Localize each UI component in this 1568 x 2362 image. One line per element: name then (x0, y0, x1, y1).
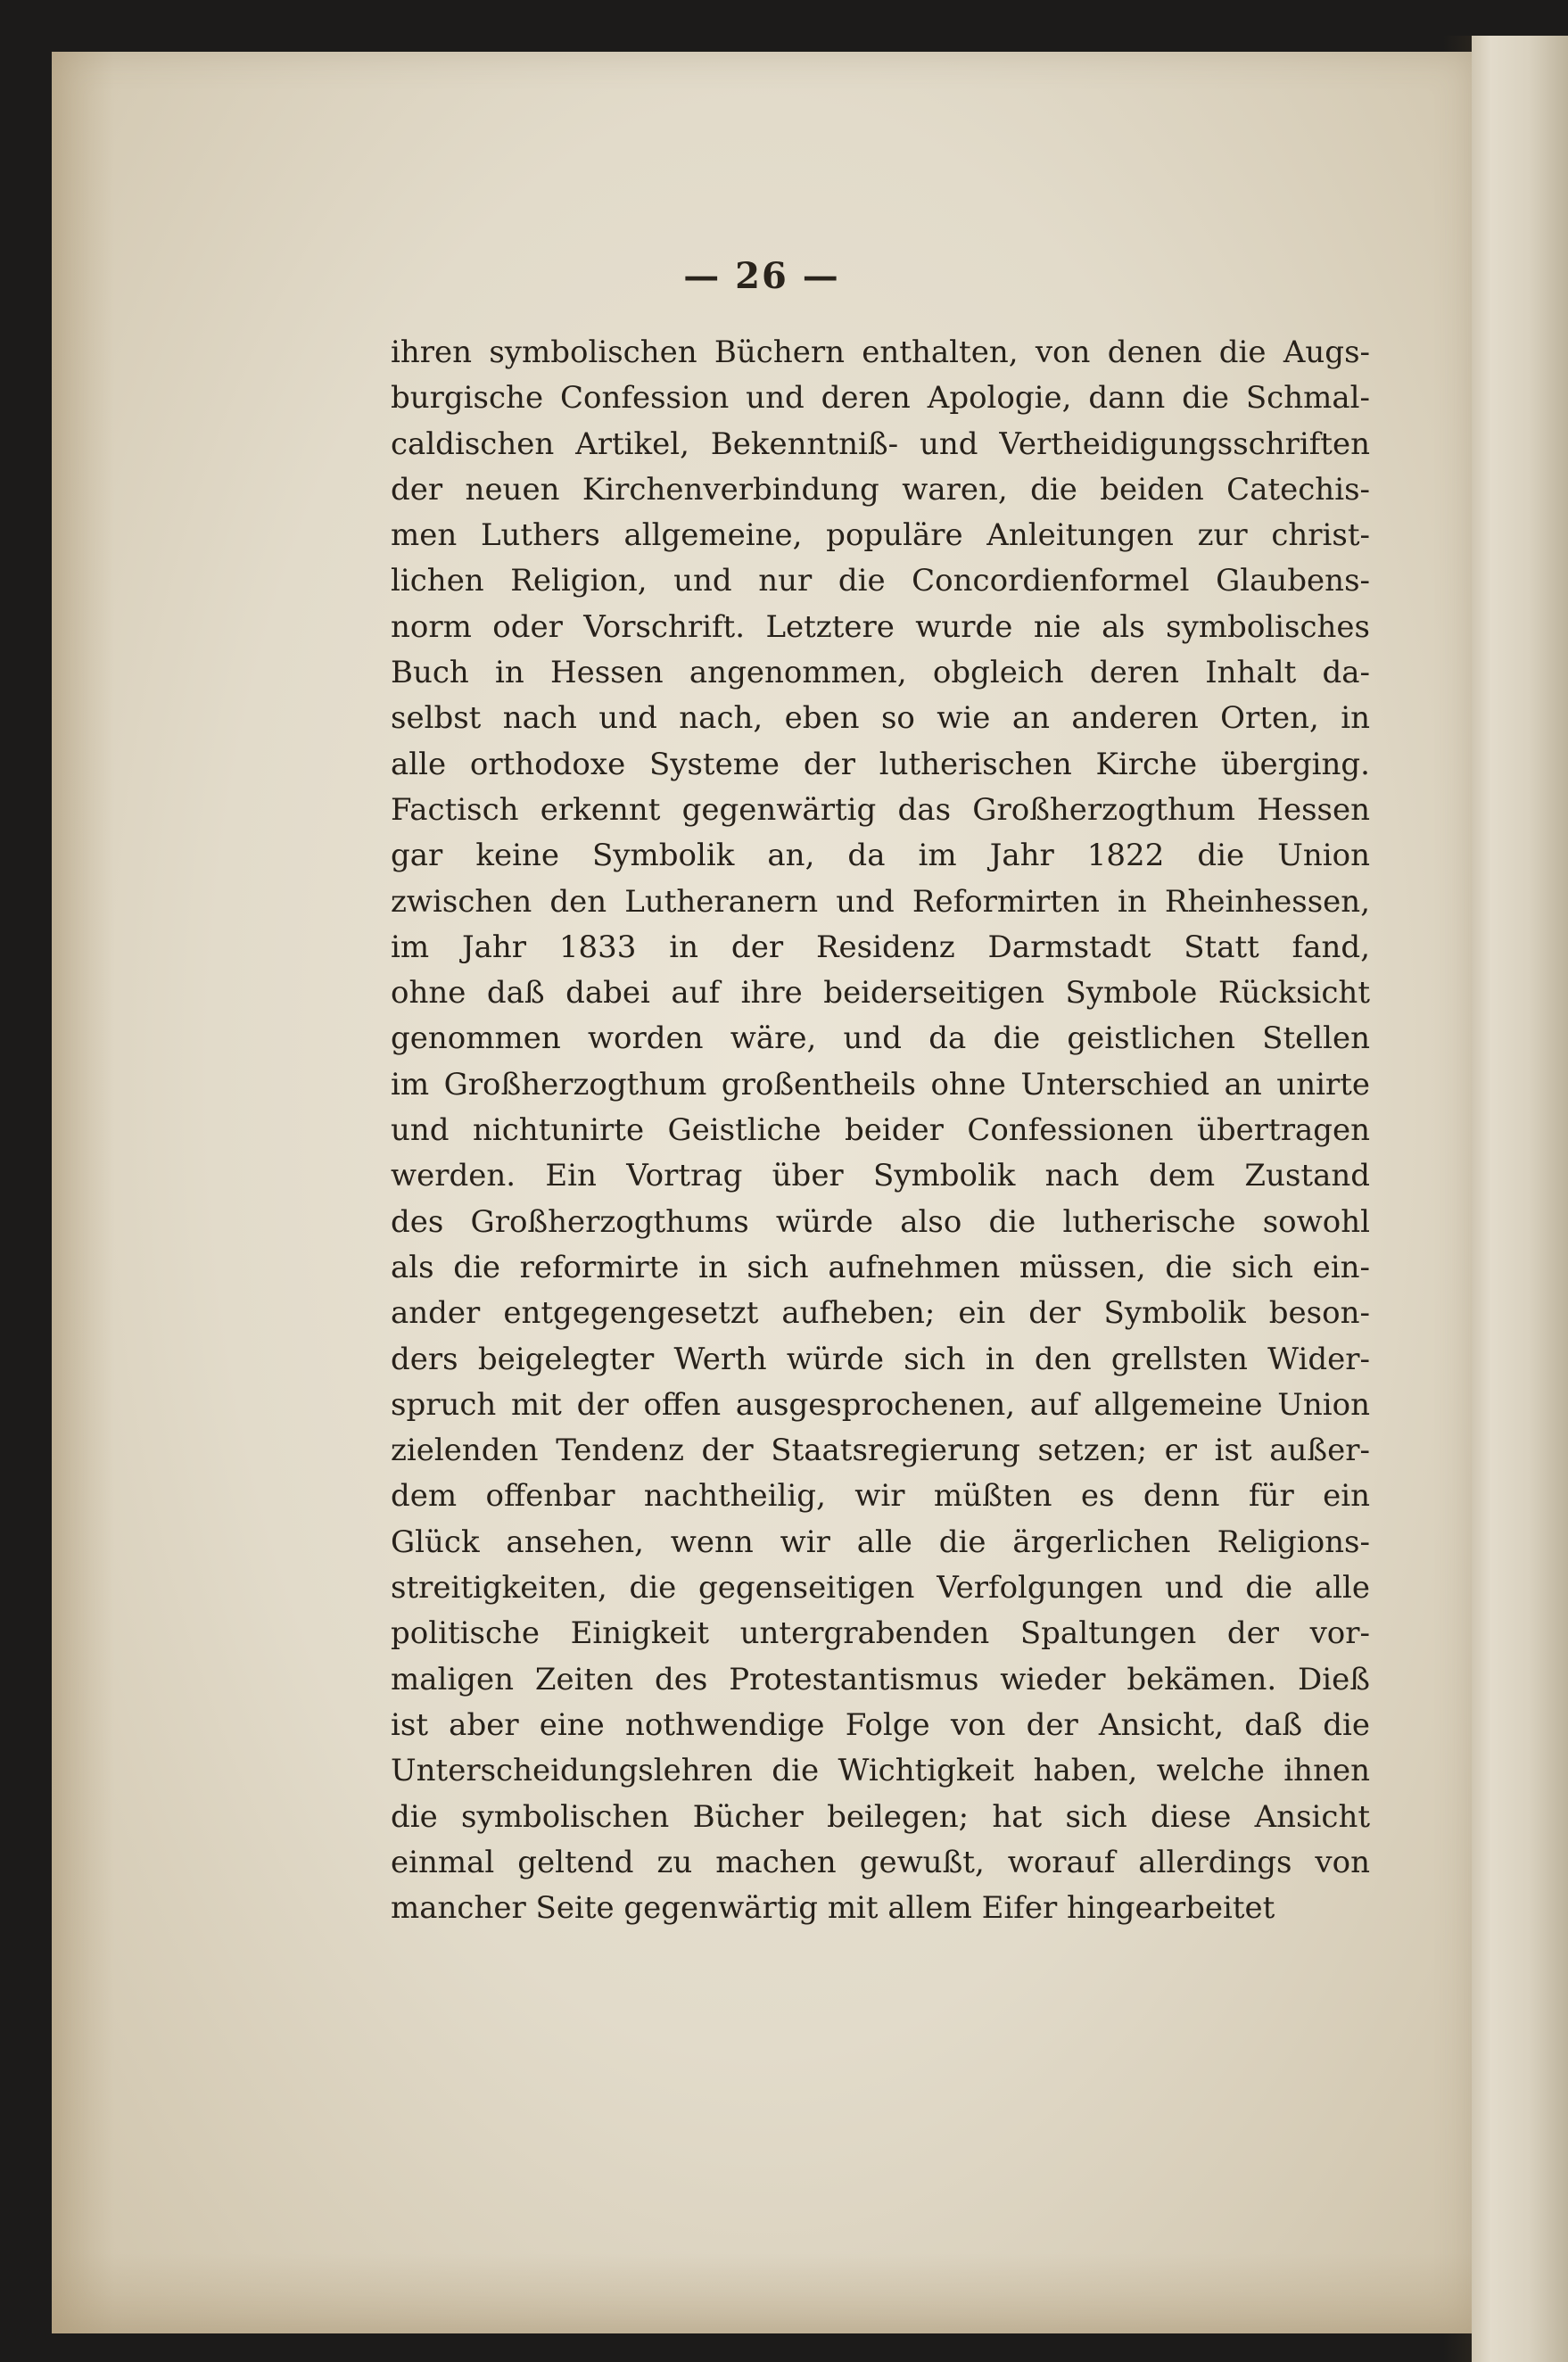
page-number: — 26 — (683, 255, 840, 297)
text-line: ihren symbolischen Büchern enthalten, von denen die Augs- (391, 334, 1370, 370)
text-line: der neuen Kirchenverbindung waren, die beiden Catechis- (391, 471, 1370, 508)
text-line: einmal geltend zu machen gewußt, worauf allerdings von (391, 1844, 1370, 1880)
text-line: ist aber eine nothwendige Folge von der Ansicht, daß die (391, 1706, 1370, 1743)
text-line: streitigkeiten, die gegenseitigen Verfolgungen und die alle (391, 1570, 1370, 1606)
text-line: dem offenbar nachtheilig, wir müßten es denn für ein (391, 1478, 1370, 1515)
text-line: caldischen Artikel, Bekenntniß- und Vertheidigungsschriften (391, 425, 1370, 462)
book-page (52, 52, 1472, 2333)
text-line: Factisch erkennt gegenwärtig das Großherzogthum Hessen (391, 791, 1370, 828)
text-line: als die reformirte in sich aufnehmen müssen, die sich ein- (391, 1249, 1370, 1285)
text-line: maligen Zeiten des Protestantismus wieder bekämen. Dieß (391, 1661, 1370, 1697)
text-line: men Luthers allgemeine, populäre Anleitungen zur christ- (391, 517, 1370, 554)
text-line: zielenden Tendenz der Staatsregierung setzen; er ist außer- (391, 1433, 1370, 1469)
text-line: im Großherzogthum großentheils ohne Unterschied an unirte (391, 1066, 1370, 1103)
text-line: im Jahr 1833 in der Residenz Darmstadt Statt fand, (391, 929, 1370, 965)
text-line: spruch mit der offen ausgesprochenen, auf allgemeine Union (391, 1386, 1370, 1423)
next-page-edge (1472, 36, 1568, 2362)
text-line: des Großherzogthums würde also die lutherische sowohl (391, 1203, 1370, 1240)
text-line: norm oder Vorschrift. Letztere wurde nie als symbolisches (391, 608, 1370, 645)
text-line: Buch in Hessen angenommen, obgleich deren Inhalt da- (391, 655, 1370, 691)
paper-stain-left (52, 52, 114, 2333)
text-line: selbst nach und nach, eben so wie an anderen Orten, in (391, 700, 1370, 737)
text-line: Unterscheidungslehren die Wichtigkeit haben, welche ihnen (391, 1753, 1370, 1789)
text-line: burgische Confession und deren Apologie, dann die Schmal- (391, 380, 1370, 417)
text-line: genommen worden wäre, und da die geistlichen Stellen (391, 1020, 1370, 1057)
text-line: politische Einigkeit untergrabenden Spaltungen der vor- (391, 1615, 1370, 1652)
text-line: ohne daß dabei auf ihre beiderseitigen Symbole Rücksicht (391, 975, 1370, 1012)
text-line: ders beigelegter Werth würde sich in den grellsten Wider- (391, 1341, 1370, 1377)
text-line: ander entgegengesetzt aufheben; ein der Symbolik beson- (391, 1295, 1370, 1332)
text-line: mancher Seite gegenwärtig mit allem Eifer hingearbeitet (391, 1890, 1275, 1927)
text-line: gar keine Symbolik an, da im Jahr 1822 die Union (391, 838, 1370, 874)
text-line: lichen Religion, und nur die Concordienformel Glaubens- (391, 563, 1370, 599)
text-line: zwischen den Lutheranern und Reformirten in Rheinhessen, (391, 883, 1370, 920)
paper-stain-bottom (52, 2253, 1472, 2333)
text-line: und nichtunirte Geistliche beider Confessionen übertragen (391, 1112, 1370, 1149)
text-line: alle orthodoxe Systeme der lutherischen Kirche überging. (391, 746, 1370, 782)
text-line: die symbolischen Bücher beilegen; hat sich diese Ansicht (391, 1798, 1370, 1835)
text-line: werden. Ein Vortrag über Symbolik nach dem Zustand (391, 1158, 1370, 1194)
text-line: Glück ansehen, wenn wir alle die ärgerlichen Religions- (391, 1524, 1370, 1560)
body-text (391, 330, 1370, 1931)
